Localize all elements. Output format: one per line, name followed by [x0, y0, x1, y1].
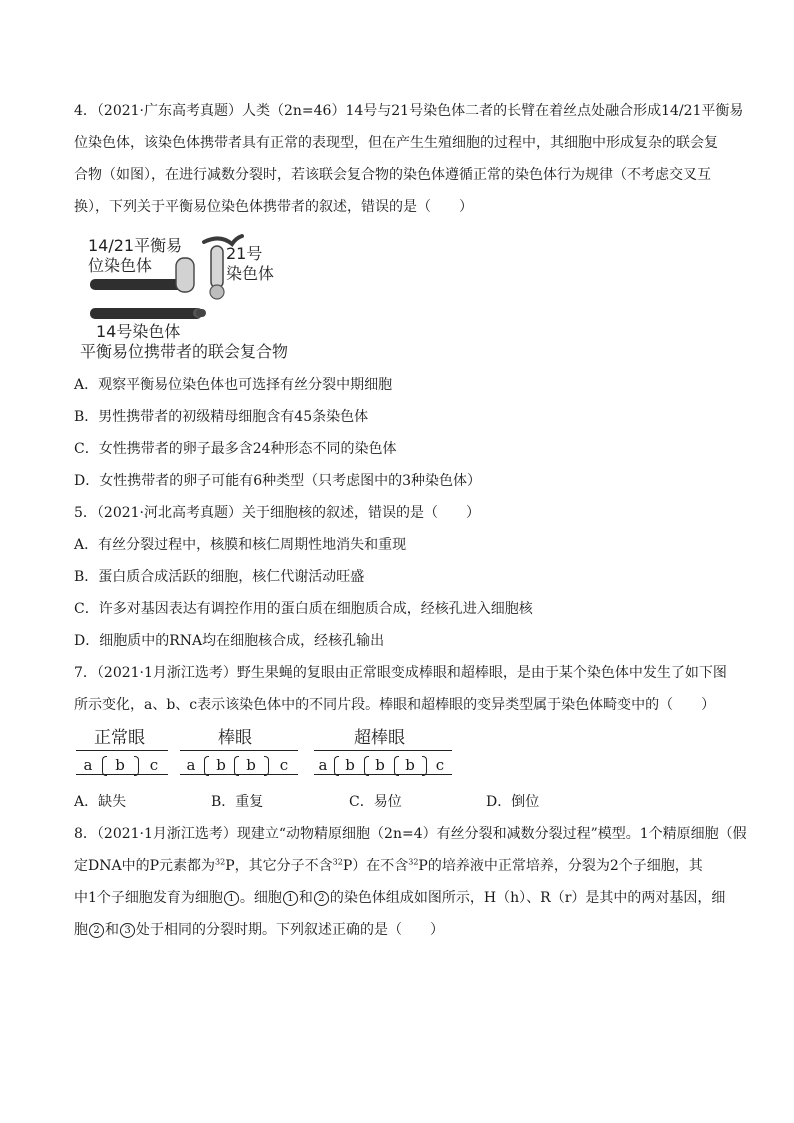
segment-a: a — [83, 756, 93, 774]
q4-synapsis-figure — [80, 232, 340, 362]
segment-b: b — [216, 756, 226, 774]
circled-number-3: 3 — [120, 923, 135, 938]
circled-number-1: 1 — [283, 891, 298, 906]
q7-option-c: C．易位 — [349, 794, 402, 810]
translocation-chromosome-dark-part — [90, 279, 190, 290]
segment-a: a — [318, 756, 328, 774]
segment-b: b — [405, 756, 415, 774]
q5-option-b: B．蛋白质合成活跃的细胞，核仁代谢活动旺盛 — [74, 569, 365, 585]
normal-eye-title: 正常眼 — [94, 728, 145, 748]
q8-stem-line-2: 定DNA中的P元素都为$^{32}$P，其它分子不含$^{32}$P）在不含$^{32}$P的培养液中正常培养，分裂为2个子细胞，其 — [74, 857, 703, 874]
figure-caption: 平衡易位携带者的联会复合物 — [80, 342, 289, 361]
q4-stem-line-2: 位染色体，该染色体携带者具有正常的表现型，但在产生生殖细胞的过程中，其细胞中形成复杂的联会复 — [74, 135, 718, 151]
q5-option-a: A．有丝分裂过程中，核膜和核仁周期性地消失和重现 — [74, 537, 407, 553]
label-translocation-line-1: 14/21平衡易 — [88, 236, 183, 255]
bar-eye-segments — [180, 756, 298, 774]
bar-eye-title: 棒眼 — [218, 728, 252, 748]
label-21-line-1: 21号 — [226, 244, 263, 263]
q7-stem-line-2: 所示变化，a、b、c表示该染色体中的不同片段。棒眼和超棒眼的变异类型属于染色体畸变中的（ ） — [74, 697, 716, 713]
label-21-line-2: 染色体 — [226, 264, 275, 283]
q5-option-d: D．细胞质中的RNA均在细胞核合成，经核孔输出 — [74, 633, 385, 649]
label-14: 14号染色体 — [96, 322, 181, 341]
segment-a: a — [186, 756, 196, 774]
circled-number-2: 2 — [314, 891, 329, 906]
q8-stem-line-4: 胞 2 和 3 处于相同的分裂时期。下列叙述正确的是（ ） — [74, 922, 444, 938]
q7-option-d: D．倒位 — [486, 794, 540, 810]
q7-option-b: B．重复 — [211, 794, 264, 810]
segment-c: c — [149, 756, 159, 774]
q4-option-c: C．女性携带者的卵子最多含24种形态不同的染色体 — [74, 441, 397, 457]
chromosome-14-tip — [196, 309, 206, 317]
circled-number-1: 1 — [224, 891, 239, 906]
q5-stem: 5．（2021·河北高考真题）关于细胞核的叙述，错误的是（ ） — [74, 505, 480, 521]
chromosome-21-short-arm — [204, 236, 242, 244]
normal-eye-segments — [76, 756, 168, 774]
segment-b: b — [115, 756, 125, 774]
segment-c: c — [435, 756, 445, 774]
chromosome-21 — [211, 246, 223, 288]
q7-stem-line-1: 7．（2021·1月浙江选考）野生果蝇的复眼由正常眼变成棒眼和超棒眼，是由于某个染色体中发生了如下图 — [74, 665, 727, 681]
q4-stem-line-1: 4．（2021·广东高考真题）人类（2n=46）14号与21号染色体二者的长臂在着丝点处融合形成14/21平衡易 — [74, 103, 744, 119]
q7-option-a: A．缺失 — [74, 794, 127, 810]
translocation-chromosome-light-part — [176, 258, 194, 292]
q4-stem-line-3: 合物（如图），在进行减数分裂时，若该联会复合物的染色体遵循正常的染色体行为规律（不考虑交叉互 — [74, 167, 711, 183]
ultrabar-eye-segments — [314, 756, 452, 774]
q8-stem-line-1: 8．（2021·1月浙江选考）现建立“动物精原细胞（2n=4）有丝分裂和减数分裂过程”模型。1个精原细胞（假 — [74, 826, 747, 842]
q8-stem-line-3: 中1个子细胞发育为细胞 1 。细胞 1 和 2 的染色体组成如图所示，H（h）、R（r）是其中的两对基因，细 — [74, 890, 726, 906]
segment-b: b — [345, 756, 355, 774]
q4-option-a: A．观察平衡易位染色体也可选择有丝分裂中期细胞 — [74, 377, 393, 393]
q5-option-c: C．许多对基因表达有调控作用的蛋白质在细胞质合成，经核孔进入细胞核 — [74, 601, 533, 617]
q4-option-b: B．男性携带者的初级精母细胞含有45条染色体 — [74, 409, 369, 425]
q4-option-d: D．女性携带者的卵子可能有6种类型（只考虑图中的3种染色体） — [74, 473, 482, 489]
ultrabar-eye-title: 超棒眼 — [354, 728, 405, 748]
q4-stem-line-4: 换），下列关于平衡易位染色体携带者的叙述，错误的是（ ） — [74, 199, 473, 215]
chromosome-21-centromere — [210, 285, 224, 299]
chromosome-14 — [90, 308, 202, 319]
segment-b: b — [246, 756, 256, 774]
q7-chromosome-figure — [74, 727, 474, 777]
circled-number-2: 2 — [89, 923, 104, 938]
label-translocation-line-2: 位染色体 — [88, 256, 153, 275]
segment-c: c — [279, 756, 289, 774]
segment-b: b — [375, 756, 385, 774]
